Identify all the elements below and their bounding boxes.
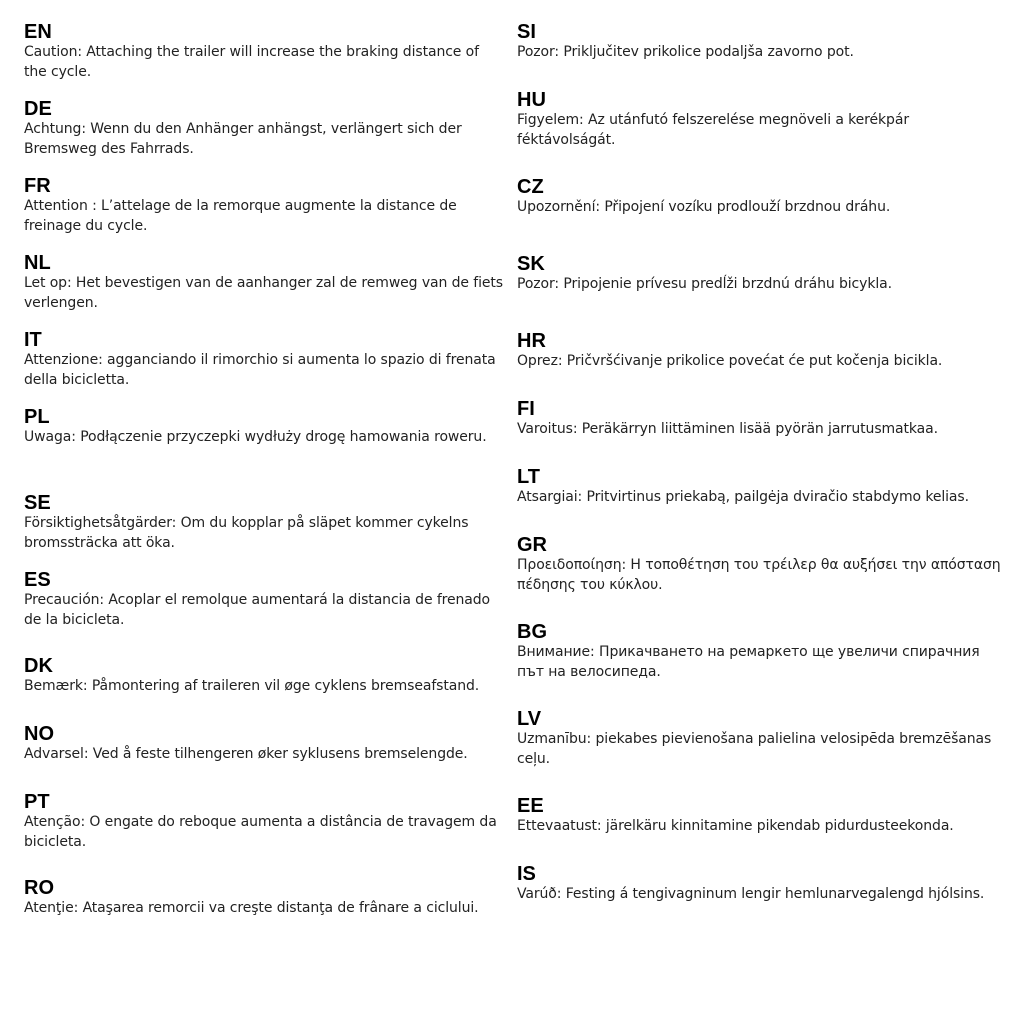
language-code: CZ — [517, 176, 544, 198]
warning-text: Advarsel: Ved å feste tilhengeren øker syklusens bremselengde. — [24, 746, 468, 762]
language-code: HR — [517, 330, 546, 352]
warning-text: Pozor: Priključitev prikolice podaljša zavorno pot. — [517, 44, 854, 60]
warning-text: Uwaga: Podłączenie przyczepki wydłuży drogę hamowania roweru. — [24, 429, 487, 445]
language-entry-ee — [517, 796, 1002, 837]
warning-text: Ettevaatust: järelkäru kinnitamine pikendab pidurdusteekonda. — [517, 818, 954, 834]
language-entry-cz — [517, 177, 1002, 218]
language-entry-sk — [517, 254, 1002, 295]
language-entry-hu — [517, 90, 1002, 150]
warning-text: Försiktighetsåtgärder: Om du kopplar på släpet kommer cykelns bromssträcka att öka. — [24, 515, 469, 551]
language-code: PL — [24, 406, 50, 428]
language-code: FR — [24, 175, 51, 197]
language-code: ES — [24, 569, 51, 591]
language-entry-lt — [517, 467, 1002, 508]
warning-text: Varúð: Festing á tengivagninum lengir hemlunarvegalengd hjólsins. — [517, 886, 985, 902]
language-code: LT — [517, 466, 540, 488]
warning-text: Atenţie: Ataşarea remorcii va creşte distanţa de frânare a ciclului. — [24, 900, 479, 916]
language-entry-en — [24, 22, 504, 82]
language-code: NO — [24, 723, 54, 745]
language-code: SK — [517, 253, 545, 275]
language-entry-ro — [24, 878, 504, 919]
warning-text: Varoitus: Peräkärryn liittäminen lisää pyörän jarrutusmatkaa. — [517, 421, 938, 437]
language-entry-it — [24, 330, 504, 390]
language-entry-nl — [24, 253, 504, 313]
language-entry-se — [24, 493, 504, 553]
warning-text: Atsargiai: Pritvirtinus priekabą, pailgėja dviračio stabdymo kelias. — [517, 489, 969, 505]
language-code: IT — [24, 329, 42, 351]
language-entry-de — [24, 99, 504, 159]
language-code: BG — [517, 621, 547, 643]
language-entry-si — [517, 22, 1002, 63]
language-entry-bg — [517, 622, 1002, 682]
language-code: DK — [24, 655, 53, 677]
language-code: SE — [24, 492, 51, 514]
warning-text: Achtung: Wenn du den Anhänger anhängst, verlängert sich der Bremsweg des Fahrrads. — [24, 121, 462, 157]
language-code: IS — [517, 863, 536, 885]
language-entry-gr — [517, 535, 1002, 595]
language-entry-pt — [24, 792, 504, 852]
language-code: EN — [24, 21, 52, 43]
warning-text: Atenção: O engate do reboque aumenta a distância de travagem da bicicleta. — [24, 814, 497, 850]
warning-text: Внимание: Прикачването на ремаркето ще увеличи спирачния път на велосипеда. — [517, 644, 980, 680]
warning-text: Pozor: Pripojenie prívesu predĺži brzdnú dráhu bicykla. — [517, 276, 892, 292]
warning-text: Attenzione: agganciando il rimorchio si aumenta lo spazio di frenata della bicicletta. — [24, 352, 496, 388]
language-entry-fi — [517, 399, 1002, 440]
language-code: FI — [517, 398, 535, 420]
language-entry-dk — [24, 656, 504, 697]
language-code: EE — [517, 795, 544, 817]
language-entry-no — [24, 724, 504, 765]
language-entry-is — [517, 864, 1002, 905]
warning-text: Upozornění: Připojení vozíku prodlouží brzdnou dráhu. — [517, 199, 891, 215]
language-code: HU — [517, 89, 546, 111]
warning-text: Uzmanību: piekabes pievienošana palielina velosipēda bremzēšanas ceļu. — [517, 731, 992, 767]
language-code: DE — [24, 98, 52, 120]
warning-text: Let op: Het bevestigen van de aanhanger zal de remweg van de fiets verlengen. — [24, 275, 503, 311]
warning-text: Attention : L’attelage de la remorque augmente la distance de freinage du cycle. — [24, 198, 457, 234]
language-entry-es — [24, 570, 504, 630]
warning-text: Precaución: Acoplar el remolque aumentará la distancia de frenado de la bicicleta. — [24, 592, 491, 628]
language-code: NL — [24, 252, 51, 274]
language-code: SI — [517, 21, 536, 43]
warning-text: Bemærk: Påmontering af traileren vil øge cyklens bremseafstand. — [24, 678, 480, 694]
warning-text: Προειδοποίηση: Η τοποθέτηση του τρέιλερ θα αυξήσει την απόσταση πέδησης του κύκλου. — [517, 557, 1001, 593]
language-code: PT — [24, 791, 50, 813]
language-code: GR — [517, 534, 547, 556]
language-entry-lv — [517, 709, 1002, 769]
language-entry-fr — [24, 176, 504, 236]
language-entry-pl — [24, 407, 504, 448]
language-entry-hr — [517, 331, 1002, 372]
warning-text: Figyelem: Az utánfutó felszerelése megnöveli a kerékpár féktávolságát. — [517, 112, 909, 148]
language-code: LV — [517, 708, 542, 730]
warning-text: Caution: Attaching the trailer will increase the braking distance of the cycle. — [24, 44, 479, 80]
language-code: RO — [24, 877, 54, 899]
warning-text: Oprez: Pričvršćivanje prikolice povećat će put kočenja bicikla. — [517, 353, 943, 369]
